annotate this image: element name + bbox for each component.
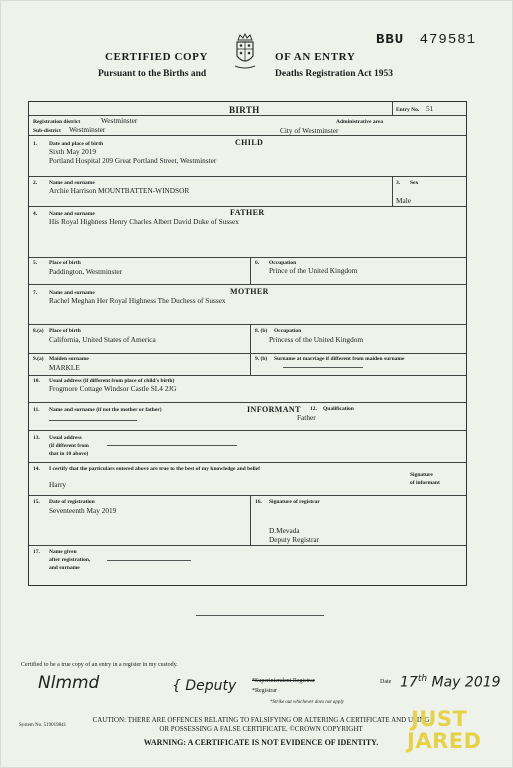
field-13-label-3: that in 10 above) (49, 451, 89, 457)
field-11-blank-line (49, 420, 137, 421)
father-name: His Royal Highness Henry Charles Albert David Duke of Sussex (49, 217, 239, 226)
strike-out-note: *Strike out whichever does not apply (270, 700, 345, 705)
field-10-number: 10. (33, 378, 40, 384)
mother-occupation: Princess of the United Kingdom (269, 335, 364, 344)
registrar-option: *Registrar (252, 688, 277, 694)
administrative-area-label: Administrative area (336, 119, 384, 125)
serial-prefix: BBU (376, 32, 405, 48)
date-label: Date (380, 679, 392, 685)
field-15-number: 15. (33, 499, 40, 505)
field-13-label-1: Usual address (49, 435, 82, 441)
field-14-number: 14. (33, 466, 40, 472)
field-17-number: 17. (33, 549, 40, 555)
handwritten-date-rest: May 2019 (431, 674, 501, 691)
watermark-line-2: JARED (407, 729, 482, 753)
deputy-handwritten: { Deputy (172, 678, 237, 694)
birth-entry-form (28, 101, 467, 586)
handwritten-date-day: 17 (400, 674, 418, 691)
field-8a-label: Place of birth (49, 328, 81, 334)
entry-number: 51 (426, 104, 434, 113)
watermark-line-1: JUST (411, 707, 468, 731)
sub-district: Westminster (69, 125, 106, 134)
header-left-subtitle: Pursuant to the Births and (98, 69, 207, 79)
handwritten-date (400, 674, 501, 691)
child-heading: CHILD (235, 138, 264, 147)
field-9a-number: 9.(a) (33, 356, 44, 362)
usual-address: Frogmore Cottage Windsor Castle SL4 2JG (49, 384, 177, 393)
informant-signature-label-2: of informant (410, 480, 440, 486)
child-sex: Male (396, 196, 411, 205)
field-11-number: 11. (33, 407, 40, 413)
mother-name: Rachel Meghan Her Royal Highness The Duchess of Sussex (49, 296, 226, 305)
field-9b-number: 9. (b) (255, 356, 268, 362)
child-birth-date: Sixth May 2019 (49, 147, 97, 156)
field-3-label: Sex (410, 180, 419, 186)
field-1-number: 1. (33, 141, 38, 147)
field-8b-label: Occupation (274, 328, 302, 334)
royal-crest-icon (232, 32, 258, 75)
registration-date: Seventeenth May 2019 (49, 506, 117, 515)
registrar-title: Deputy Registrar (269, 535, 320, 544)
informant-signature-label-1: Signature (410, 472, 433, 478)
administrative-area: City of Westminster (280, 126, 339, 135)
field-11-label: Name and surname (if not the mother or father) (49, 407, 162, 413)
field-9b-label: Surname at marriage if different from maiden surname (274, 356, 405, 362)
field-13-label-2: (if different from (49, 443, 89, 449)
registrar-name: D.Mevada (269, 526, 300, 535)
father-heading: FATHER (230, 208, 265, 217)
identity-warning: WARNING: A CERTIFICATE IS NOT EVIDENCE OF IDENTITY. (143, 738, 379, 747)
field-8a-number: 8.(a) (33, 328, 44, 334)
field-5-label: Place of birth (49, 260, 81, 266)
field-13-blank-line (107, 445, 237, 446)
informant-signature: Harry (49, 480, 67, 489)
signature-rule (196, 615, 324, 616)
field-3-number: 3. (396, 180, 401, 186)
field-12-label: Qualification (323, 406, 354, 412)
caution-line-1: CAUTION: THERE ARE OFFENCES RELATING TO FALSIFYING OR ALTERING A CERTIFICATE AND USING (92, 716, 430, 724)
field-17-label-2: after registration, (49, 557, 91, 563)
superintendent-registrar-option: *Superintendent Registrar (252, 678, 315, 684)
field-17-label-3: and surname (49, 565, 80, 571)
field-9a-label: Maiden surname (49, 356, 89, 362)
sub-district-label: Sub-district (33, 128, 61, 134)
superintendent-signature: Nlmmd (38, 673, 100, 693)
registration-district-label: Registration district (33, 119, 81, 125)
father-birth-place: Paddington, Westminster (49, 267, 123, 276)
form-title: BIRTH (229, 105, 260, 115)
field-17-blank-line (107, 560, 191, 561)
field-2-number: 2. (33, 180, 38, 186)
system-number: System No. 519019841 (19, 723, 67, 728)
certified-true-copy-text: Certified to be a true copy of an entry in a register in my custody. (21, 662, 178, 668)
field-12-number: 12. (310, 406, 317, 412)
caution-line-2: OR POSSESSING A FALSE CERTIFICATE. ©CROWN COPYRIGHT (159, 725, 363, 733)
field-4-number: 4. (33, 211, 38, 217)
serial-digits: 479581 (419, 32, 477, 48)
mother-maiden-surname: MARKLE (49, 363, 80, 372)
mother-birth-place: California, United States of America (49, 335, 156, 344)
father-occupation: Prince of the United Kingdom (269, 266, 358, 275)
field-4-label: Name and surname (49, 211, 95, 217)
child-birth-place: Portland Hospital 209 Great Portland Street, Westminster (49, 156, 217, 165)
handwritten-date-suffix: th (417, 674, 428, 684)
serial-number (376, 32, 476, 48)
field-15-label: Date of registration (49, 499, 95, 505)
field-17-label-1: Name given (49, 549, 77, 555)
informant-heading: INFORMANT (247, 405, 301, 414)
field-10-label: Usual address (if different from place of child's birth) (49, 378, 175, 384)
header-left-title: CERTIFIED COPY (105, 51, 209, 63)
header-right-subtitle: Deaths Registration Act 1953 (275, 69, 393, 79)
field-9b-blank-line (283, 367, 363, 368)
registration-district: Westminster (101, 116, 138, 125)
field-7-label: Name and surname (49, 290, 95, 296)
header-right-title: OF AN ENTRY (275, 51, 356, 63)
field-8b-number: 8. (b) (255, 328, 268, 334)
mother-heading: MOTHER (230, 287, 269, 296)
field-14-label: I certify that the particulars entered above are true to the best of my knowledge and belief (49, 466, 260, 472)
field-1-label: Date and place of birth (49, 141, 104, 147)
field-2-label: Name and surname (49, 180, 95, 186)
field-7-number: 7. (33, 290, 38, 296)
field-16-label: Signature of registrar (269, 499, 320, 505)
entry-number-label: Entry No. (396, 107, 420, 113)
child-name: Archie Harrison MOUNTBATTEN-WINDSOR (49, 186, 190, 195)
field-13-number: 13. (33, 435, 40, 441)
informant-qualification: Father (297, 413, 316, 422)
field-5-number: 5. (33, 260, 38, 266)
field-16-number: 16. (255, 499, 262, 505)
field-6-label: Occupation (269, 260, 297, 266)
field-6-number: 6. (255, 260, 260, 266)
